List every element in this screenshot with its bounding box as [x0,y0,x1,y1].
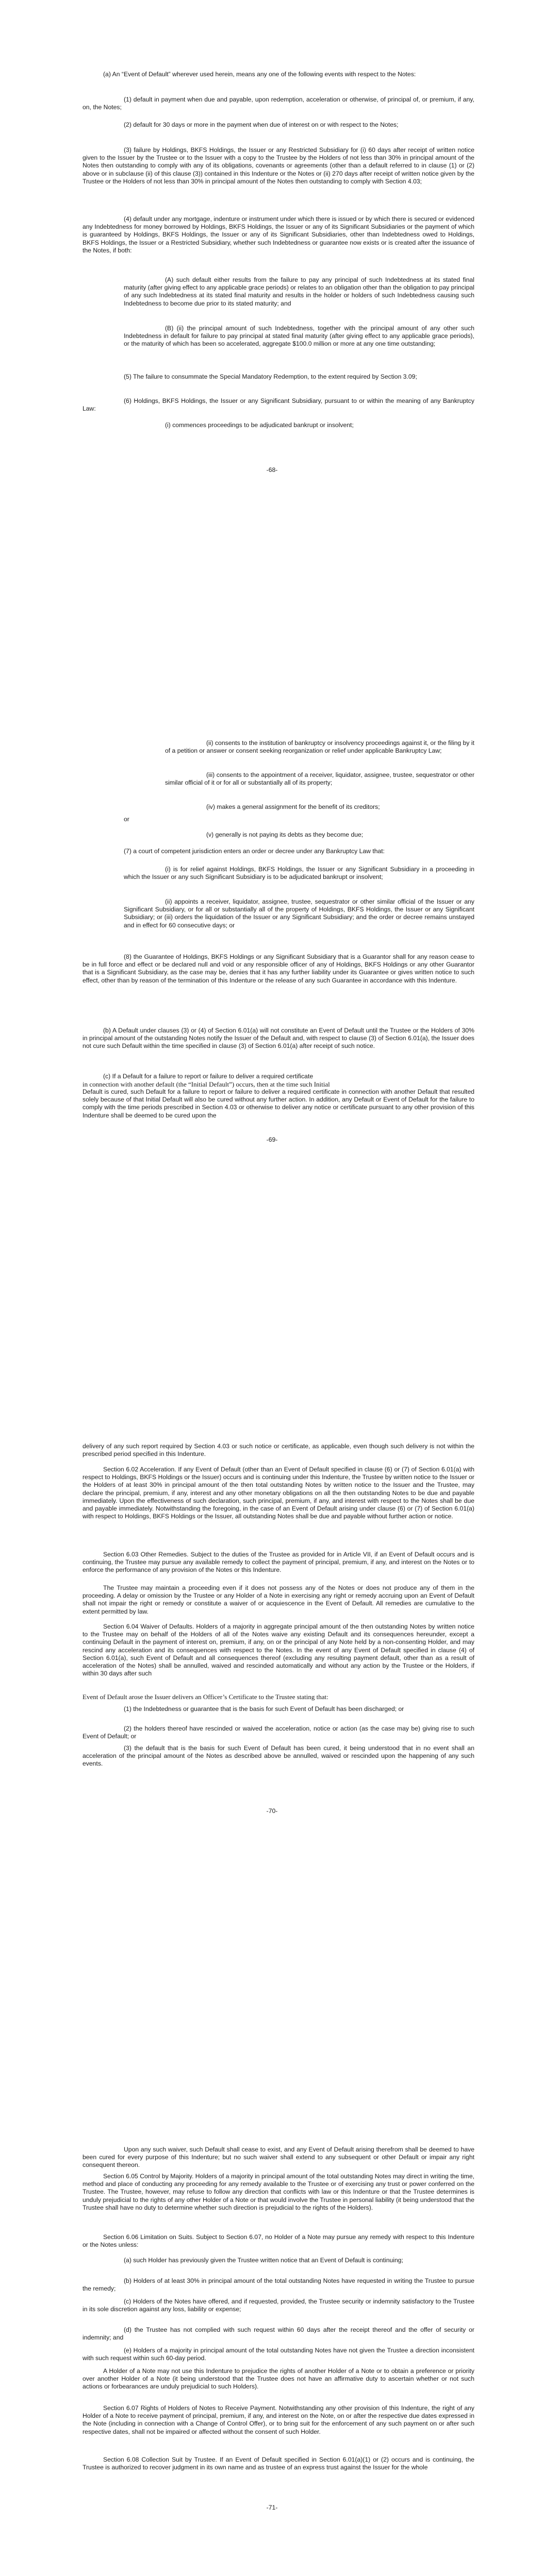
section-6-03-paragraph-2: The Trustee may maintain a proceeding even if it does not possess any of the Notes or does not produce any of them in the proceeding. A delay or omission by the Trustee or any Holder of a Note in exercising any right or remedy accruing upon an Event of Default shall not impair the right or remedy or constitute a waiver of or acquiescence in the Event of Default. All remedies are cumulative to the extent permitted by law. [83,1584,474,1615]
section-6-06-limitation-on-suits: Section 6.06 Limitation on Suits. Subject to Section 6.07, no Holder of a Note may pursue any remedy with respect to this Indenture or the Notes unless: [83,2233,474,2249]
paragraph-clause-2: (2) default for 30 days or more in the payment when due of interest on or with respect to the Notes; [124,121,399,128]
paragraph-6-01-a: (a) An “Event of Default” wherever used herein, means any one of the following events with respect to the Notes: [103,71,416,78]
page-number: -68- [266,466,278,473]
document-page-70 [0,1406,544,2110]
paragraph-clause-8: (8) the Guarantee of Holdings, BKFS Holdings or any Significant Subsidiary that is a Guarantor shall for any reason cease to be in full force and effect or be declared null and void or any responsible officer of any of Holdings, BKFS Holdings or any other Guarantor that is a Significant Subsidiary, as the case may be, denies that it has any further liability under its Guarantee or gives written notice to such effect, other than by reason of the termination of this Indenture or the release of any such Guarantee in accordance with this Indenture. [83,953,474,984]
paragraph-clause-4-B: (B) (ii) the principal amount of such Indebtedness, together with the principal amount of any other such Indebtedness in default for failure to pay principal at stated final maturity (after giving effect to any applicable grace periods), or the maturity of which has been so accelerated, aggregate $100.0 million or more at any one time outstanding; [124,325,474,348]
section-6-04-officers-certificate: Event of Default arose the Issuer delivers an Officer’s Certificate to the Trustee stating that: [83,1693,328,1701]
paragraph-or: or [124,816,129,823]
section-6-06-clause-b: (b) Holders of at least 30% in principal amount of the total outstanding Notes have requested in writing the Trustee to pursue the remedy; [83,2277,474,2293]
section-6-06-clause-d: (d) the Trustee has not complied with such request within 60 days after the receipt thereof and the offer of security or indemnity; and [83,2326,474,2342]
paragraph-6-01-c-rest: Default is cured, such Default for a failure to report or failure to deliver a required certificate in connection with another Default that resulted solely because of that Initial Default will also be cured without any further action. In addition, any Default or Event of Default for the failure to comply with the time periods prescribed in Section 4.03 or otherwise to deliver any notice or certificate pursuant to any other provision of this Indenture shall be deemed to be cured upon the [83,1088,474,1119]
section-6-06-clause-a: (a) such Holder has previously given the Trustee written notice that an Event of Default is continuing; [124,2257,403,2264]
paragraph-clause-6-i: (i) commences proceedings to be adjudicated bankrupt or insolvent; [165,421,354,429]
paragraph-6-01-b: (b) A Default under clauses (3) or (4) of Section 6.01(a) will not constitute an Event of Default until the Trustee or the Holders of 30% in principal amount of the outstanding Notes notify the Issuer of the Default and, with respect to clause (3) of Section 6.01(a), the Issuer does not cure such Default within the time specified in clause (3) of Section 6.01(a) after receipt of such notice. [83,1027,474,1050]
section-6-03-other-remedies: Section 6.03 Other Remedies. Subject to the duties of the Trustee as provided for in Article VII, if an Event of Default occurs and is continuing, the Trustee may pursue any available remedy to collect the payment of principal, premium, if any, and interest on the Notes or to enforce the performance of any provision of the Notes or this Indenture. [83,1551,474,1574]
section-6-02-acceleration: Section 6.02 Acceleration. If any Event of Default (other than an Event of Default specified in clause (6) or (7) of Section 6.01(a) with respect to Holdings, BKFS Holdings or the Issuer) occurs and is continuing under this Indenture, the Trustee by written notice to the Issuer or the Holders of at least 30% in principal amount of the then total outstanding Notes by written notice to the Issuer and the Trustee, may declare the principal, premium, if any, interest and any other monetary obligations on all the then outstanding Notes to be due and payable immediately. Upon the effectiveness of such declaration, such principal, premium, if any, and interest with respect to the Notes shall be due and payable immediately. Notwithstanding the foregoing, in the case of an Event of Default arising under clause (6) or (7) of Section 6.01(a) with respect to Holdings, BKFS Holdings or the Issuer, all outstanding Notes shall be due and payable without further action or notice. [83,1466,474,1520]
paragraph-clause-6-iv: (iv) makes a general assignment for the benefit of its creditors; [206,803,380,810]
paragraph-continued: delivery of any such report required by Section 4.03 or such notice or certificate, as applicable, even though such delivery is not within the prescribed period specified in this Indenture. [83,1443,474,1458]
section-6-06-clause-c: (c) Holders of the Notes have offered, and if requested, provided, the Trustee security or indemnity satisfactory to the Trustee in its sole discretion against any loss, liability or expense; [83,2298,474,2313]
paragraph-clause-1: (1) default in payment when due and payable, upon redemption, acceleration or otherwise, of principal of, or premium, if any, on, the Notes; [83,96,474,111]
paragraph-clause-7-ii: (ii) appoints a receiver, liquidator, assignee, trustee, sequestrator or other similar official of the Issuer or any Significant Subsidiary, or for all or substantially all of the property of Holdings, BKFS Holdings, the Issuer or any Significant Subsidiary; or (iii) orders the liquidation of the Issuer or any Significant Subsidiary; and the order or decree remains unstayed and in effect for 60 consecutive days; or [124,898,474,929]
section-6-06-clause-e: (e) Holders of a majority in principal amount of the total outstanding Notes have not given the Trustee a direction inconsistent with such request within such 60-day period. [83,2347,474,2362]
paragraph-clause-7-i: (i) is for relief against Holdings, BKFS Holdings, the Issuer or any Significant Subsidiary in a proceeding in which the Issuer or any such Significant Subsidiary is to be adjudicated bankrupt or insolvent; [124,866,474,881]
paragraph-clause-5: (5) The failure to consummate the Special Mandatory Redemption, to the extent required by Section 3.09; [124,373,417,380]
paragraph-6-01-c-line2: in connection with another default (the “Initial Default”) occurs, then at the time such Initial [83,1080,330,1088]
paragraph-clause-6-v: (v) generally is not paying its debts as they become due; [206,831,364,838]
paragraph-clause-6-ii: (ii) consents to the institution of bankruptcy or insolvency proceedings against it, or the filing by it of a petition or answer or consent seeking reorganization or relief under applicable Bankruptcy Law; [165,739,474,755]
section-6-04-clause-2: (2) the holders thereof have rescinded or waived the acceleration, notice or action (as the case may be) giving rise to such Event of Default; or [83,1725,474,1740]
document-page-69 [0,703,544,1406]
section-6-04-clause-1: (1) the Indebtedness or guarantee that is the basis for such Event of Default has been discharged; or [124,1705,404,1713]
paragraph-clause-7: (7) a court of competent jurisdiction enters an order or decree under any Bankruptcy Law that: [124,848,385,855]
section-6-05-control-by-majority: Section 6.05 Control by Majority. Holders of a majority in principal amount of the total outstanding Notes may direct in writing the time, method and place of conducting any proceeding for any remedy available to the Trustee or of exercising any trust or power conferred on the Trustee. The Trustee, however, may refuse to follow any direction that conflicts with law or this Indenture or that the Trustee determines is unduly prejudicial to the rights of any other Holder of a Note or that would involve the Trustee in personal liability (it being understood that the Trustee shall have no duty to determine whether such direction is prejudicial to the rights of the Holders). [83,2173,474,2211]
page-number: -69- [266,1136,278,1143]
document-page-71 [0,2110,544,2576]
document-page-68 [0,0,544,703]
section-6-07-rights-of-holders: Section 6.07 Rights of Holders of Notes to Receive Payment. Notwithstanding any other provision of this Indenture, the right of any Holder of a Note to receive payment of principal, premium, if any, and interest on the Note, on or after the respective due dates expressed in the Note (including in connection with a Change of Control Offer), or to bring suit for the enforcement of any such payment on or after such respective dates, shall not be impaired or affected without the consent of such Holder. [83,2404,474,2435]
page-number: -71- [266,2504,278,2511]
section-6-04-clause-3: (3) the default that is the basis for such Event of Default has been cured, it being understood that in no event shall an acceleration of the principal amount of the Notes as described above be annulled, waived or rescinded upon the happening of any such events. [83,1744,474,1768]
paragraph-waiver-effect: Upon any such waiver, such Default shall cease to exist, and any Event of Default arising therefrom shall be deemed to have been cured for every purpose of this Indenture; but no such waiver shall extend to any subsequent or other Default or impair any right consequent thereon. [83,2146,474,2169]
paragraph-clause-4-A: (A) such default either results from the failure to pay any principal of such Indebtedness at its stated final maturity (after giving effect to any applicable grace periods) or relates to an obligation other than the obligation to pay principal of any such Indebtedness at its stated final maturity and results in the holder or holders of such Indebtedness causing such Indebtedness to become due prior to its stated maturity; and [124,276,474,307]
section-6-06-closing-paragraph: A Holder of a Note may not use this Indenture to prejudice the rights of another Holder of a Note or to obtain a preference or priority over another Holder of a Note (it being understood that the Trustee does not have an affirmative duty to ascertain whether or not such actions or forbearances are unduly prejudicial to such Holders). [83,2367,474,2391]
paragraph-clause-4: (4) default under any mortgage, indenture or instrument under which there is issued or by which there is secured or evidenced any Indebtedness for money borrowed by Holdings, BKFS Holdings, the Issuer or any of its Significant Subsidiaries or the payment of which is guaranteed by Holdings, BKFS Holdings, the Issuer or any of its Significant Subsidiaries, other than Indebtedness owed to Holdings, BKFS Holdings, the Issuer or a Restricted Subsidiary, whether such Indebtedness or guarantee now exists or is created after the issuance of the Notes, if both: [83,215,474,254]
paragraph-clause-6: (6) Holdings, BKFS Holdings, the Issuer or any Significant Subsidiary, pursuant to or within the meaning of any Bankruptcy Law: [83,397,474,413]
paragraph-clause-3: (3) failure by Holdings, BKFS Holdings, the Issuer or any Restricted Subsidiary for (i) 60 days after receipt of written notice given to the Issuer by the Trustee or to the Issuer with a copy to the Trustee by the Holders of not less than 30% in principal amount of the Notes then outstanding to comply with any of its obligations, covenants or agreements (other than a default referred to in clause (1) or (2) above or in subclause (ii) of this clause (3)) contained in this Indenture or the Notes or (ii) 270 days after receipt of written notice given by the Trustee or the Holders of not less than 30% in principal amount of the Notes then outstanding to comply with Section 4.03; [83,146,474,185]
paragraph-clause-6-iii: (iii) consents to the appointment of a receiver, liquidator, assignee, trustee, sequestrator or other similar official of it or for all or substantially all of its property; [165,771,474,787]
section-6-04-waiver-of-defaults: Section 6.04 Waiver of Defaults. Holders of a majority in aggregate principal amount of the then outstanding Notes by written notice to the Trustee may on behalf of the Holders of all of the Notes waive any existing Default and its consequences hereunder, except a continuing Default in the payment of interest on, premium, if any, on or the principal of any Note held by a non-consenting Holder, and may rescind any acceleration and its consequences with respect to the Notes. In the event of any Event of Default specified in clause (4) of Section 6.01(a), such Event of Default and all consequences thereof (excluding any resulting payment default, other than as a result of acceleration of the Notes) shall be annulled, waived and rescinded automatically and without any action by the Trustee or the Holders, if within 30 days after such [83,1623,474,1677]
section-6-08-collection-suit: Section 6.08 Collection Suit by Trustee. If an Event of Default specified in Section 6.01(a)(1) or (2) occurs and is continuing, the Trustee is authorized to recover judgment in its own name and as trustee of an express trust against the Issuer for the whole [83,2456,474,2471]
page-number: -70- [266,1807,278,1815]
paragraph-6-01-c-line1: (c) If a Default for a failure to report or failure to deliver a required certificate [103,1073,314,1080]
